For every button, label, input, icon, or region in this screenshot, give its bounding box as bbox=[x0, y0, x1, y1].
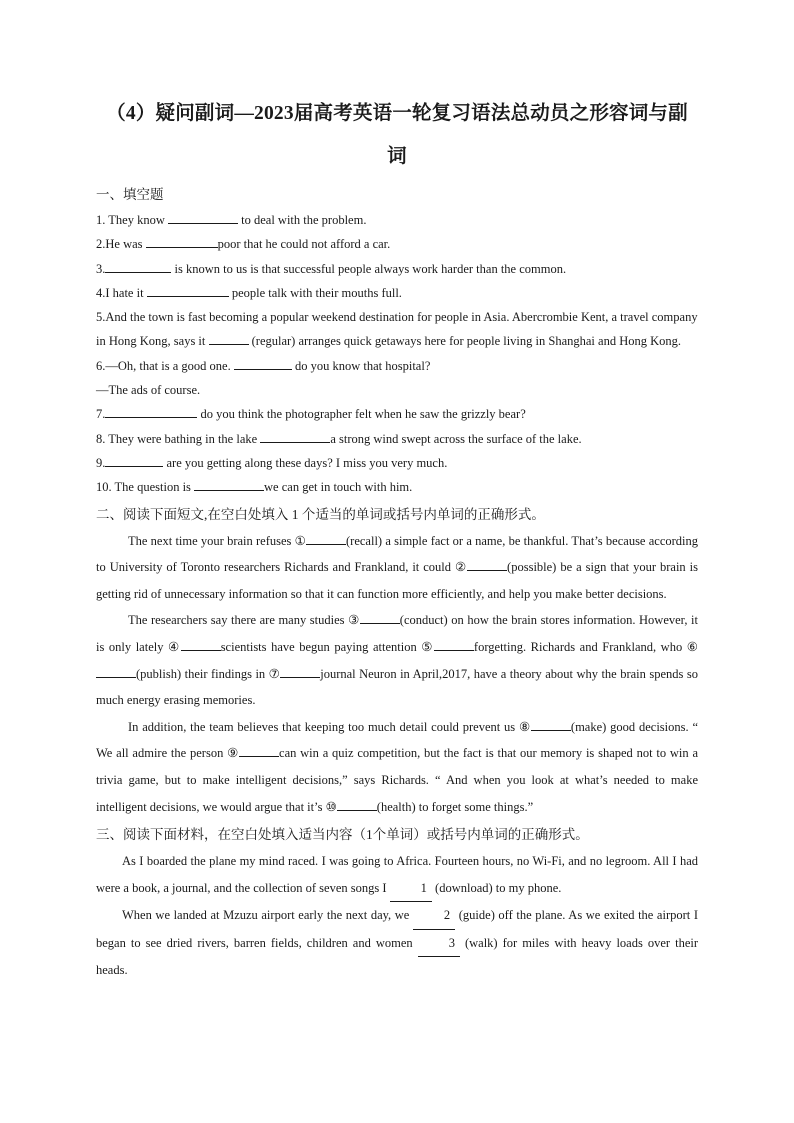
section-2-heading: 二、阅读下面短文,在空白处填入 1 个适当的单词或括号内单词的正确形式。 bbox=[96, 506, 545, 522]
answer-blank[interactable] bbox=[146, 233, 218, 248]
passage-2-paragraph-1: The next time your brain refuses ① (recall) a simple fact or a name, be thankful. That’s because according to University of Toronto researchers Richards and Frankland, it could ② (possible) be a sign that your brain is getting rid of unnecessary information so that it can function more efficiently, and help you make better decisions. bbox=[96, 528, 698, 608]
answer-blank[interactable] bbox=[168, 209, 238, 224]
answer-blank[interactable] bbox=[181, 636, 221, 651]
question-7: 7. do you think the photographer felt when he saw the grizzly bear? bbox=[96, 402, 698, 426]
answer-blank[interactable] bbox=[105, 258, 171, 273]
answer-blank[interactable] bbox=[105, 452, 163, 467]
question-9: 9. are you getting along these days? I miss you very much. bbox=[96, 451, 698, 475]
question-4: 4.I hate it people talk with their mouths full. bbox=[96, 281, 698, 305]
answer-blank[interactable] bbox=[337, 796, 377, 811]
answer-blank-2[interactable]: 2 bbox=[413, 902, 455, 930]
question-10: 10. The question is we can get in touch with him. bbox=[96, 475, 698, 499]
question-3: 3. is known to us is that successful people always work harder than the common. bbox=[96, 257, 698, 281]
answer-blank[interactable] bbox=[234, 355, 292, 370]
document-title bbox=[96, 92, 698, 178]
answer-blank[interactable] bbox=[194, 476, 264, 491]
answer-blank[interactable] bbox=[209, 330, 249, 345]
answer-blank[interactable] bbox=[280, 663, 320, 678]
answer-blank-3[interactable]: 3 bbox=[418, 930, 460, 958]
title-line-2: 词 bbox=[387, 146, 407, 167]
answer-blank[interactable] bbox=[531, 716, 571, 731]
passage-2-paragraph-2: The researchers say there are many studies ③ (conduct) on how the brain stores information. However, it is only lately ④ scientists have begun paying attention ⑤ forgetting. Richards and Frankland, who ⑥(publish) their findings in ⑦ journal Neuron in April,2017, have a theory about why the brain spends so much energy erasing memories. bbox=[96, 607, 698, 713]
answer-blank[interactable] bbox=[96, 663, 136, 678]
question-8: 8. They were bathing in the lake a strong wind swept across the surface of the lake. bbox=[96, 427, 698, 451]
answer-blank[interactable] bbox=[434, 636, 474, 651]
question-5: 5.And the town is fast becoming a popular weekend destination for people in Asia. Abercrombie Kent, a travel company in Hong Kong, says it (regular) arranges quick getaways here for people living in Shanghai and Hong Kong. bbox=[96, 310, 698, 349]
title-line-1: （4）疑问副词—2023届高考英语一轮复习语法总动员之形容词与副 bbox=[106, 103, 688, 124]
answer-blank[interactable] bbox=[360, 609, 400, 624]
answer-blank[interactable] bbox=[306, 530, 346, 545]
passage-2-paragraph-3: In addition, the team believes that keeping too much detail could prevent us ⑧ (make) good decisions. “ We all admire the person ⑨ can win a quiz competition, but the fact is that our memory is shaped not to win a trivia game, but to make intelligent decisions,” says Richards. “ And when you look at what’s needed to make intelligent decisions, we would argue that it’s ⑩ (health) to forget some things.” bbox=[96, 714, 698, 820]
answer-blank[interactable] bbox=[260, 428, 330, 443]
question-1: 1. They know to deal with the problem. bbox=[96, 208, 698, 232]
passage-3-paragraph-2: When we landed at Mzuzu airport early the next day, we 2 (guide) off the plane. As we exited the airport I began to see dried rivers, barren fields, children and women 3 (walk) for miles with heavy loads over their heads. bbox=[96, 902, 698, 984]
answer-blank[interactable] bbox=[467, 556, 507, 571]
answer-blank[interactable] bbox=[147, 282, 229, 297]
section-1-heading: 一、填空题 bbox=[96, 187, 164, 202]
answer-blank-1[interactable]: 1 bbox=[390, 875, 432, 903]
answer-blank[interactable] bbox=[105, 403, 197, 418]
question-6: 6.—Oh, that is a good one. do you know that hospital? bbox=[96, 354, 698, 378]
question-6-answer-line: —The ads of course. bbox=[96, 383, 201, 398]
answer-blank[interactable] bbox=[239, 742, 279, 757]
passage-3-paragraph-1: As I boarded the plane my mind raced. I was going to Africa. Fourteen hours, no Wi-Fi, and no legroom. All I had were a book, a journal, and the collection of seven songs I 1 (download) to my phone. bbox=[96, 848, 698, 902]
section-3-heading: 三、阅读下面材料，在空白处填入适当内容（1个单词）或括号内单词的正确形式。 bbox=[96, 827, 589, 843]
question-2: 2.He was poor that he could not afford a car. bbox=[96, 232, 698, 256]
